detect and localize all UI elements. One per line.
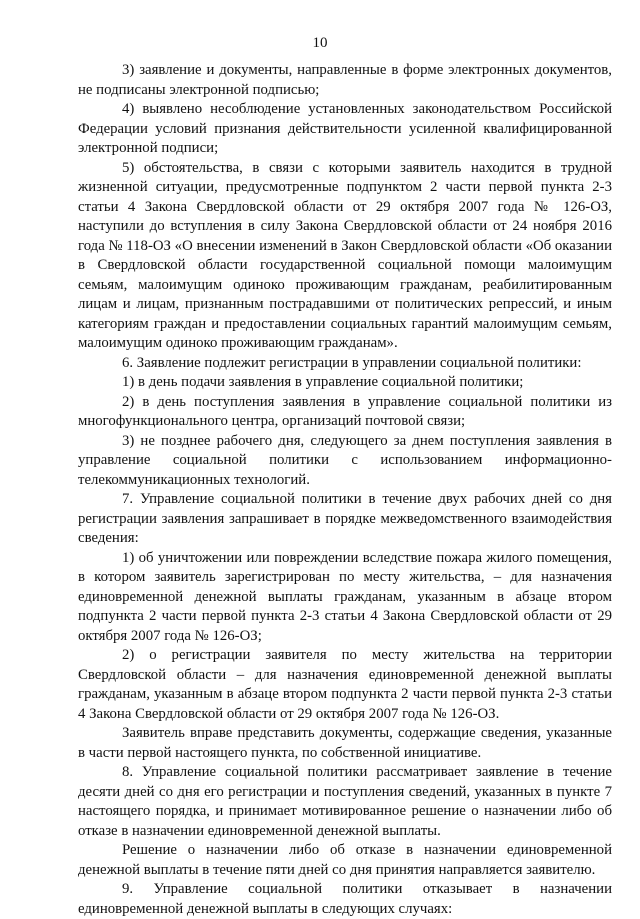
paragraph-section-8: 8. Управление социальной политики рассматривает заявление в течение десяти дней со дня его регистрации и поступления сведений, указанных в пункте 7 настоящего порядка, и принимает мотивированное решение о назначении либо об отказе в назначении единовременной денежной выплаты.	[78, 764, 612, 839]
paragraph-section-8-decision: Решение о назначении либо об отказе в назначении единовременной денежной выплаты в течение пяти дней со дня принятия направляется заявителю.	[78, 842, 612, 878]
paragraph-section-6-item-2: 2) в день поступления заявления в управление социальной политики из многофункционального центра, организаций почтовой связи;	[78, 393, 612, 429]
paragraph-section-6-item-1: 1) в день подачи заявления в управление социальной политики;	[122, 374, 524, 390]
paragraph-section-6: 6. Заявление подлежит регистрации в управлении социальной политики:	[122, 354, 582, 371]
paragraph-item-5-circumstances: 5) обстоятельства, в связи с которыми заявитель находится в трудной жизненной ситуации, предусмотренные подпунктом 2 части первой пункта 2-3 статьи 4 Закона Свердловской области от 29 октября 2007 года № 126-ОЗ, наступили до вступления в силу Закона Свердловской области от 24 ноября 2016 года № 118-ОЗ «О внесении изменений в Закон Свердловской области «Об оказании в Свердловской области государственной социальной помощи малоимущим семьям, малоимущим одиноко проживающим гражданам, реабилитированным лицам и лицам, признанным пострадавшими от политических репрессий, и иным категориям граждан и предоставлении социальных гарантий малоимущим семьям, малоимущим одиноко проживающим гражданам».	[78, 159, 612, 351]
paragraph-section-7-item-2: 2) о регистрации заявителя по месту жительства на территории Свердловской области – для назначения единовременной денежной выплаты гражданам, указанным в абзаце втором подпункта 2 части первой пункта 2-3 статьи 4 Закона Свердловской области от 29 октября 2007 года № 126-ОЗ.	[78, 647, 612, 722]
paragraph-item-3-signature: 3) заявление и документы, направленные в форме электронных документов, не подписаны электронной подписью;	[78, 62, 612, 98]
paragraph-section-6-item-3: 3) не позднее рабочего дня, следующего за днем поступления заявления в управление социальной политики с использованием информационно-телекоммуникационных технологий.	[78, 432, 612, 488]
page-number: 10	[312, 35, 328, 51]
document-body	[78, 61, 612, 919]
paragraph-section-7: 7. Управление социальной политики в течение двух рабочих дней со дня регистрации заявления запрашивает в порядке межведомственного взаимодействия сведения:	[78, 491, 612, 546]
paragraph-section-7-item-1: 1) об уничтожении или повреждении вследствие пожара жилого помещения, в котором заявитель зарегистрирован по месту жительства, – для назначения единовременной денежной выплаты гражданам, указанным в абзаце втором подпункта 2 части первой пункта 2-3 статьи 4 Закона Свердловской области от 29 октября 2007 года № 126-ОЗ;	[78, 549, 612, 644]
paragraph-section-9: 9. Управление социальной политики отказывает в назначении единовременной денежной выплаты в следующих случаях:	[78, 881, 612, 917]
paragraph-section-7-note: Заявитель вправе представить документы, содержащие сведения, указанные в части первой настоящего пункта, по собственной инициативе.	[78, 725, 612, 761]
paragraph-item-4-qualified-signature: 4) выявлено несоблюдение установленных законодательством Российской Федерации условий признания действительности усиленной квалифицированной электронной подписи;	[78, 101, 612, 156]
